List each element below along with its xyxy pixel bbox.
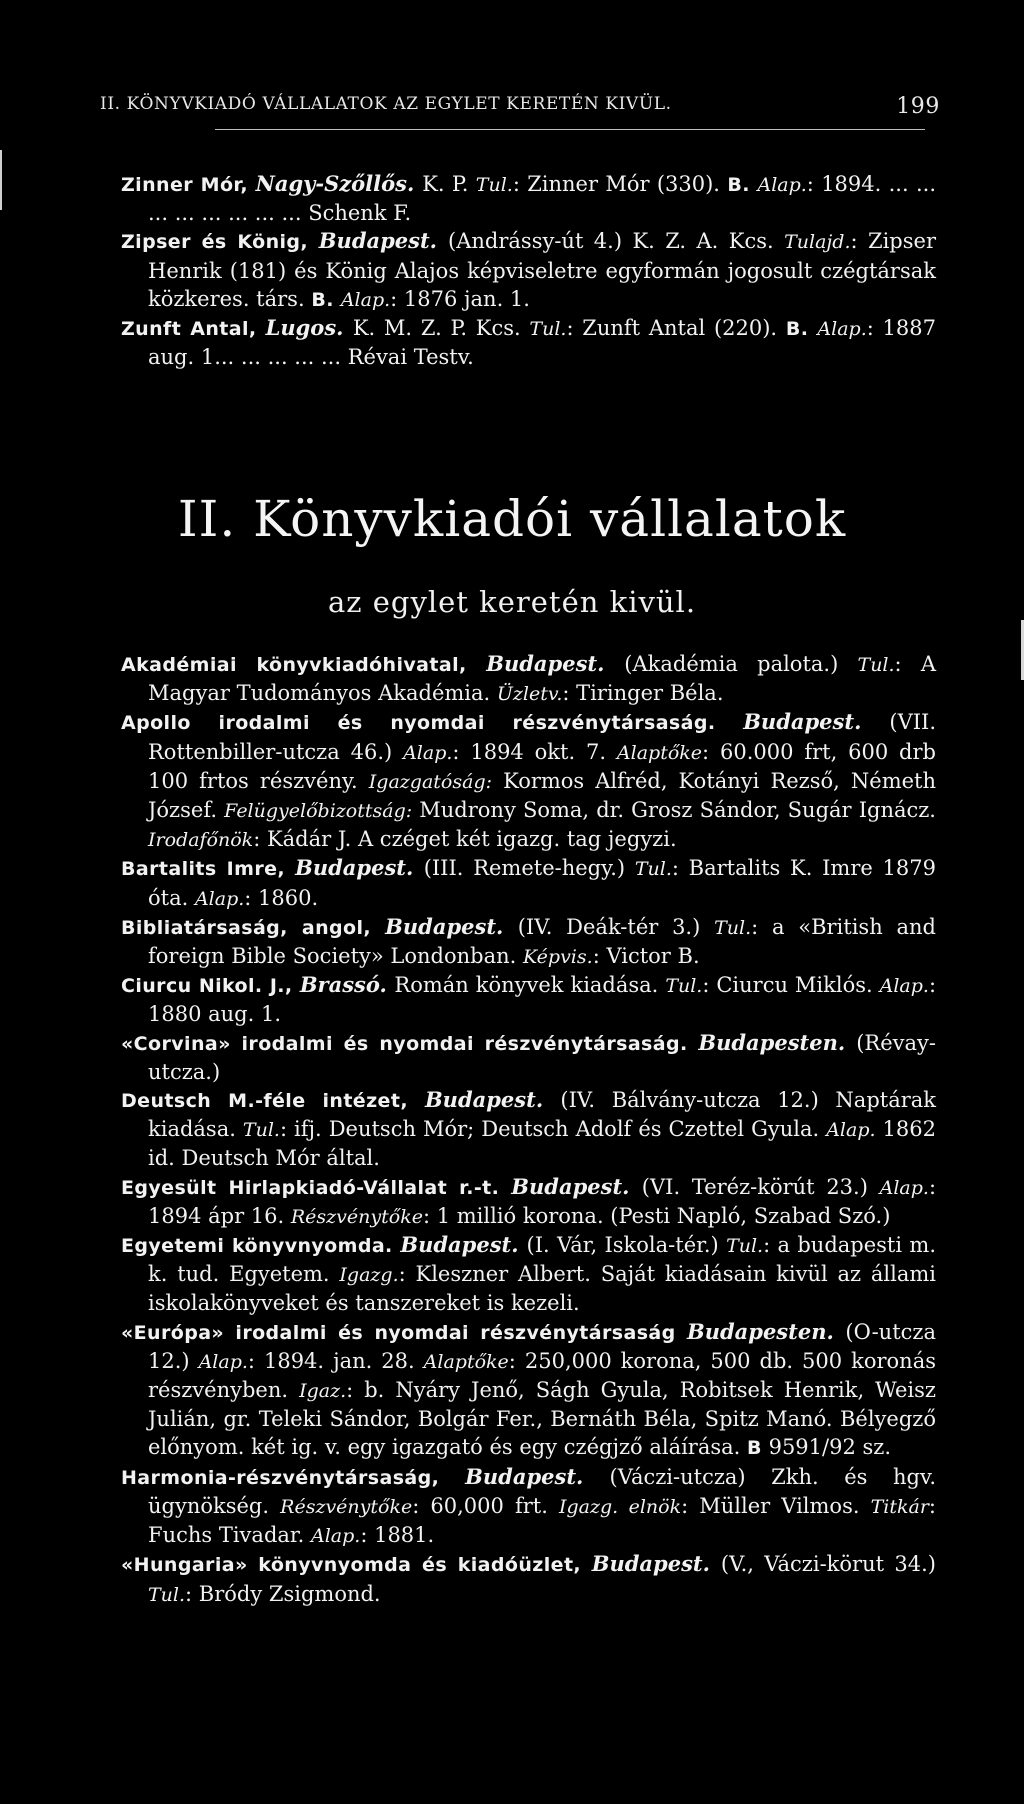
entry-abbreviation: Részvénytőke bbox=[290, 1205, 423, 1228]
directory-entry bbox=[121, 1318, 936, 1463]
entry-text: : Kleszner Albert. Saját kiadásain kivül az állami iskolakönyveket és tanszereket is kezeli. bbox=[148, 1262, 936, 1316]
entry-text: 9591/92 sz. bbox=[761, 1435, 892, 1460]
entry-text: : a «British and foreign Bible Society» Londonban. bbox=[148, 914, 936, 969]
entry-text: : 1881. bbox=[360, 1523, 435, 1548]
entry-abbreviation: Alap. bbox=[826, 1119, 876, 1142]
entry-abbreviation: Alap. bbox=[311, 1525, 361, 1548]
entry-text: : Zinner Mór (330). bbox=[512, 172, 728, 196]
entry-place: Budapest. bbox=[743, 709, 890, 735]
entry-text: (Andrássy-út 4.) K. Z. A. Kcs. bbox=[448, 229, 785, 254]
entry-text: : 1876 jan. 1. bbox=[390, 286, 530, 311]
entry-abbreviation: Felügyelőbizottság: bbox=[224, 800, 413, 823]
entry-firm-name: Egyesült Hirlapkiadó-Vállalat r.-t. bbox=[121, 1176, 512, 1199]
entry-text: (V., Váczi-körut 34.) bbox=[720, 1552, 936, 1577]
entry-text: : Fuchs Tivadar. bbox=[148, 1493, 936, 1548]
entry-abbreviation: Tulajd. bbox=[784, 231, 851, 254]
entry-text: (Váczi-utcza) Zkh. és hgv. ügynökség. bbox=[148, 1464, 936, 1518]
entry-abbreviation: Tul. bbox=[634, 858, 672, 881]
entry-abbreviation: Titkár bbox=[870, 1495, 929, 1518]
section-title: II. Könyvkiadói vállalatok bbox=[177, 490, 847, 548]
entry-abbreviation: Tul. bbox=[714, 916, 752, 939]
entry-text: (Akadémia palota.) bbox=[624, 652, 858, 676]
entry-abbreviation: Képvis. bbox=[522, 946, 593, 969]
entry-firm-name: B. bbox=[311, 288, 341, 311]
entry-place: Budapest. bbox=[591, 1551, 721, 1577]
entry-text: : 250,000 korona, 500 db. 500 koronás részvényben. bbox=[148, 1348, 936, 1403]
entry-abbreviation: Alap. bbox=[879, 975, 929, 998]
entry-firm-name: Apollo irodalmi és nyomdai részvénytársaság. bbox=[121, 712, 744, 735]
page-edge-mark bbox=[0, 150, 2, 210]
directory-entry bbox=[121, 1029, 936, 1086]
directory-entry bbox=[121, 170, 936, 227]
entry-place: Budapest. bbox=[486, 651, 625, 676]
entry-abbreviation: Üzletv. bbox=[496, 683, 563, 706]
entry-abbreviation: Alaptőke bbox=[423, 1350, 509, 1373]
directory-entry bbox=[121, 1231, 936, 1318]
entry-text: : Bartalits K. Imre 1879 óta. bbox=[148, 856, 937, 910]
directory-entry bbox=[121, 1086, 936, 1173]
entry-text: : ifj. Deutsch Mór; Deutsch Adolf és Czettel Gyula. bbox=[279, 1117, 827, 1142]
entry-abbreviation: Alap. bbox=[198, 1350, 248, 1373]
entry-text: (VII. Rottenbiller-utcza 46.) bbox=[148, 710, 936, 764]
entry-text: (O-utcza 12.) bbox=[148, 1319, 936, 1373]
entry-firm-name: Ciurcu Nikol. J., bbox=[121, 975, 300, 998]
entry-text: : A Magyar Tudományos Akadémia. bbox=[148, 652, 937, 706]
entry-text: : 1894. jan. 28. bbox=[247, 1348, 424, 1373]
entry-abbreviation: Alap. bbox=[403, 741, 453, 764]
entry-place: Budapest. bbox=[511, 1173, 642, 1199]
entry-abbreviation: Igazgatóság: bbox=[368, 770, 493, 793]
entry-text: (VI. Teréz-körút 23.) bbox=[641, 1174, 880, 1199]
entry-place: Nagy-Szőllős. bbox=[255, 171, 423, 196]
entry-text: (III. Remete-hegy.) bbox=[423, 856, 635, 881]
directory-entry bbox=[121, 1463, 936, 1551]
entry-text: : Victor B. bbox=[592, 944, 700, 969]
directory-entry bbox=[121, 708, 936, 854]
entry-abbreviation: Igazg. bbox=[339, 1264, 399, 1287]
entry-text: : 1894 ápr 16. bbox=[148, 1174, 937, 1228]
entry-place: Budapesten. bbox=[686, 1318, 846, 1344]
entry-text: Mudrony Soma, dr. Grosz Sándor, Sugár Ignácz. bbox=[412, 798, 936, 823]
entry-text: (Révay-utcza.) bbox=[148, 1030, 936, 1084]
entry-firm-name: «Európa» irodalmi és nyomdai részvénytársaság bbox=[121, 1321, 687, 1344]
entry-text: : 1 millió korona. (Pesti Napló, Szabad Szó.) bbox=[422, 1203, 891, 1228]
entry-text: Román könyvek kiadása. bbox=[394, 973, 666, 998]
directory-entry bbox=[121, 314, 936, 371]
entry-text: K. P. bbox=[422, 172, 476, 196]
entry-text: (IV. Bálvány-utcza 12.) Naptárak kiadása. bbox=[148, 1088, 937, 1142]
entry-place: Budapest. bbox=[385, 913, 518, 939]
entry-firm-name: B. bbox=[727, 174, 758, 196]
entry-abbreviation: Irodafőnök bbox=[148, 829, 254, 852]
entries-list bbox=[121, 650, 936, 1609]
directory-entry bbox=[121, 1550, 936, 1608]
entry-text: : Ciurcu Miklós. bbox=[702, 973, 880, 998]
entry-firm-name: «Hungaria» könyvnyomda és kiadóüzlet, bbox=[121, 1554, 592, 1577]
entry-abbreviation: Alaptőke bbox=[616, 741, 703, 764]
entry-text: 1862 id. Deutsch Mór által. bbox=[148, 1117, 936, 1171]
entry-text: : 1880 aug. 1. bbox=[148, 973, 937, 1027]
entry-place: Brassó. bbox=[299, 972, 395, 998]
entry-firm-name: B bbox=[747, 1437, 762, 1460]
entry-abbreviation: Tul. bbox=[475, 174, 513, 196]
entry-place: Budapest. bbox=[465, 1463, 610, 1489]
entry-firm-name: Zunft Antal, bbox=[121, 318, 266, 341]
entry-abbreviation: Igaz. bbox=[299, 1380, 347, 1403]
directory-entry bbox=[121, 650, 936, 708]
entry-abbreviation: Igazg. elnök bbox=[558, 1495, 682, 1518]
directory-entry bbox=[121, 854, 936, 912]
directory-entry bbox=[121, 913, 936, 971]
entry-text: : 1894 okt. 7. bbox=[452, 739, 617, 764]
entry-abbreviation: Tul. bbox=[529, 318, 567, 341]
entry-place: Budapest. bbox=[424, 1087, 561, 1113]
entry-abbreviation: Alap. bbox=[340, 288, 391, 311]
directory-entry bbox=[121, 1173, 936, 1231]
entry-firm-name: Egyetemi könyvnyomda. bbox=[121, 1235, 401, 1258]
entry-firm-name: Zipser és König, bbox=[121, 231, 319, 254]
entry-place: Budapest. bbox=[400, 1232, 527, 1258]
entry-text: : b. Nyáry Jenő, Ságh Gyula, Robitsek Henrik, Weisz Julián, gr. Teleki Sándor, Bolgár Fer., Bernáth Béla, Spitz Manó. Bélyegző előnyom. két ig. v. egy igazgató és egy czégjző aláírása. bbox=[148, 1378, 936, 1460]
entry-abbreviation: Tul. bbox=[665, 975, 703, 998]
entry-text: : Kádár J. A czéget két igazg. tag jegyzi. bbox=[253, 827, 677, 852]
entry-firm-name: Bibliatársaság, angol, bbox=[121, 916, 386, 939]
entry-text: : Zunft Antal (220). bbox=[566, 316, 786, 341]
entry-place: Budapest. bbox=[318, 228, 449, 254]
entry-place: Budapesten. bbox=[698, 1029, 857, 1055]
entry-abbreviation: Tul. bbox=[857, 654, 895, 676]
entry-firm-name: Deutsch M.-féle intézet, bbox=[121, 1090, 425, 1113]
running-header bbox=[100, 94, 940, 119]
entry-text: : Zipser Henrik (181) és König Alajos képviseletre egyformán jogosult czégtársak közkeres. társ. bbox=[148, 229, 936, 311]
entry-text: : 1887 aug. 1... ... ... ... ... Révai Testv. bbox=[148, 316, 936, 370]
page-number: 199 bbox=[896, 94, 940, 119]
entry-abbreviation: Alap. bbox=[194, 887, 245, 910]
entry-text: : 60.000 frt, 600 drb 100 frtos részvény. bbox=[148, 739, 936, 793]
entry-text: (I. Vár, Iskola-tér.) bbox=[526, 1233, 727, 1258]
entry-text: : Müller Vilmos. bbox=[681, 1493, 871, 1518]
entry-text: (IV. Deák-tér 3.) bbox=[517, 914, 715, 939]
entry-text: K. M. Z. P. Kcs. bbox=[352, 316, 530, 341]
entry-abbreviation: Részvénytőke bbox=[280, 1495, 413, 1518]
entry-abbreviation: Alap. bbox=[879, 1176, 929, 1199]
entry-text: : Bródy Zsigmond. bbox=[185, 1581, 381, 1606]
entry-firm-name: Akadémiai könyvkiadóhivatal, bbox=[121, 654, 487, 676]
entry-firm-name: Bartalits Imre, bbox=[121, 858, 296, 881]
entry-text: : 1894. ... ... ... ... ... ... ... ... Schenk F. bbox=[148, 172, 936, 226]
entry-abbreviation: Tul. bbox=[726, 1235, 764, 1258]
entry-text: : a budapesti m. k. tud. Egyetem. bbox=[148, 1233, 936, 1287]
header-title: II. KÖNYVKIADÓ VÁLLALATOK AZ EGYLET KERETÉN KIVÜL. bbox=[100, 94, 672, 114]
entry-text: : Tiringer Béla. bbox=[562, 681, 724, 706]
entry-place: Lugos. bbox=[265, 315, 353, 341]
entry-abbreviation: Alap. bbox=[817, 318, 867, 341]
entry-abbreviation: Tul. bbox=[242, 1119, 280, 1142]
header-rule bbox=[215, 129, 925, 130]
entry-firm-name: Zinner Mór, bbox=[121, 174, 256, 196]
entry-firm-name: Harmonia-részvénytársaság, bbox=[121, 1466, 466, 1489]
directory-entry bbox=[121, 227, 936, 314]
entry-firm-name: B. bbox=[785, 318, 818, 341]
section-subtitle: az egylet keretén kivül. bbox=[327, 585, 697, 619]
entry-place: Budapest. bbox=[295, 855, 424, 881]
entry-abbreviation: Tul. bbox=[148, 1583, 186, 1606]
entry-text: : 1860. bbox=[244, 885, 319, 910]
entry-abbreviation: Alap. bbox=[757, 174, 807, 196]
directory-entry bbox=[121, 971, 936, 1028]
entry-firm-name: «Corvina» irodalmi és nyomdai részvénytársaság. bbox=[121, 1032, 699, 1055]
top-entries bbox=[121, 170, 936, 371]
entry-text: Kormos Alfréd, Kotányi Rezső, Németh József. bbox=[148, 768, 937, 823]
entry-text: : 60,000 frt. bbox=[412, 1493, 559, 1518]
